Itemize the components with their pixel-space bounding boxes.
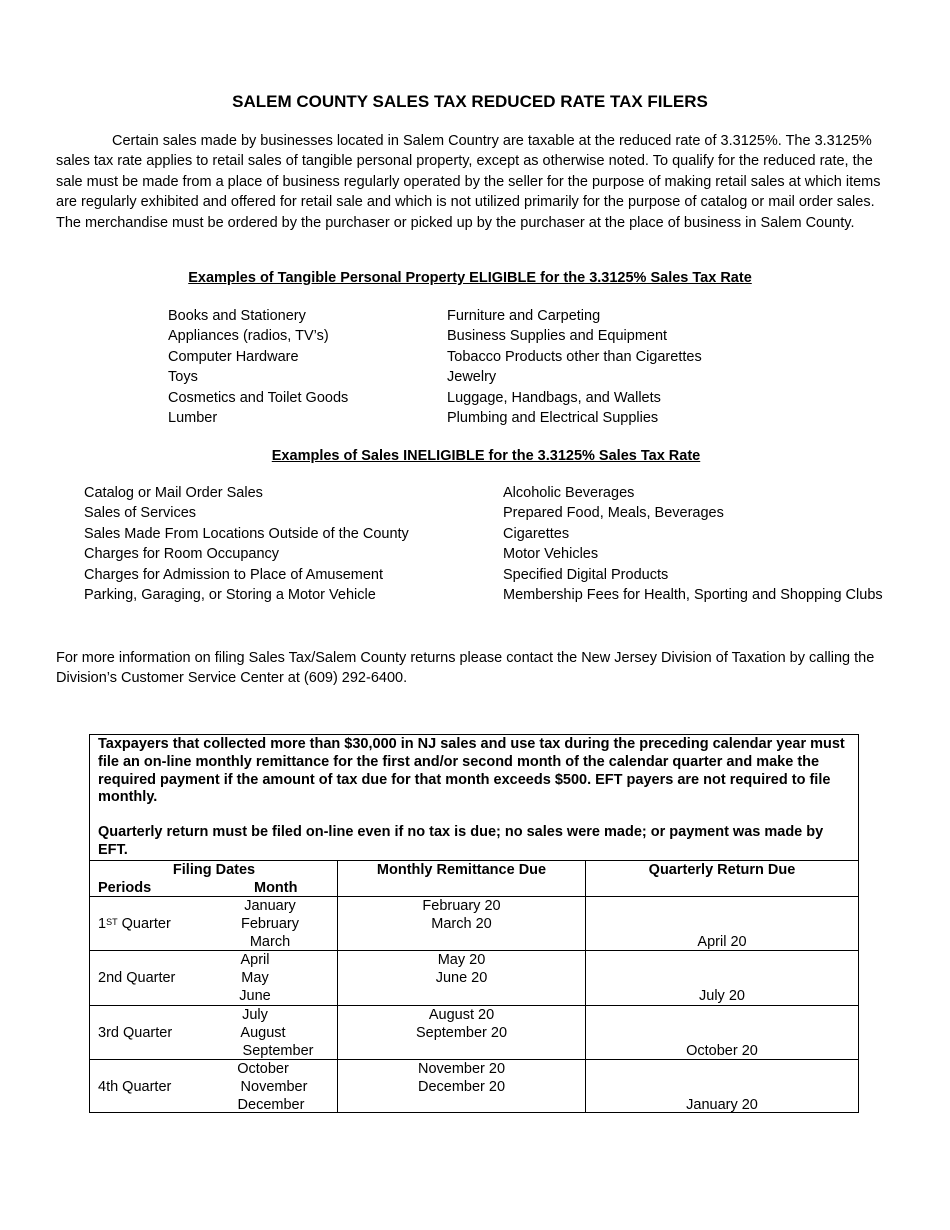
quarterly-due-cell: April 20 (697, 934, 747, 950)
quarterly-due-cell: October 20 (686, 1043, 758, 1059)
ineligible-list-left (84, 483, 409, 605)
monthly-due-cell: December 20 (417, 1079, 506, 1095)
month-header: Month (254, 880, 298, 896)
month-cell: December (237, 1097, 305, 1113)
list-item: Charges for Room Occupancy (84, 546, 280, 563)
list-item: Parking, Garaging, or Storing a Motor Vehicle (84, 587, 376, 604)
table-row-period: 2nd Quarter (98, 970, 176, 986)
list-item: Plumbing and Electrical Supplies (447, 410, 659, 427)
list-item: Catalog or Mail Order Sales (84, 485, 263, 501)
list-item: Lumber (168, 410, 218, 427)
list-item: Jewelry (447, 369, 497, 386)
eligible-heading: Examples of Tangible Personal Property ELIGIBLE for the 3.3125% Sales Tax Rate (188, 270, 752, 286)
list-item: Sales of Services (84, 505, 197, 522)
list-item: Prepared Food, Meals, Beverages (503, 505, 724, 522)
list-item: Membership Fees for Health, Sporting and Shopping Clubs (503, 587, 883, 604)
list-item: Sales Made From Locations Outside of the County (84, 525, 409, 542)
list-item: Cosmetics and Toilet Goods (168, 389, 349, 406)
list-item: Charges for Admission to Place of Amusement (84, 566, 384, 583)
list-item: Cigarettes (503, 525, 570, 542)
list-item: Alcoholic Beverages (503, 485, 635, 501)
monthly-due-cell: May 20 (437, 952, 486, 968)
list-item: Business Supplies and Equipment (447, 328, 668, 345)
quarterly-due-cell: July 20 (699, 988, 745, 1004)
eligible-list-left (168, 306, 348, 428)
quarterly-due-cell: January 20 (686, 1097, 758, 1113)
list-item: Motor Vehicles (503, 546, 599, 563)
contact-paragraph: For more information on filing Sales Tax/Salem County returns please contact the New Jersey Division of Taxation by calling the Division’s Customer Service Center at (609) 292-6400. (56, 650, 875, 687)
list-item: Specified Digital Products (503, 566, 669, 583)
period-number: 1 (98, 916, 107, 932)
monthly-due-cell: November 20 (417, 1061, 506, 1077)
monthly-due-cell: February 20 (422, 898, 501, 914)
table-row-period (98, 915, 171, 933)
month-cell: August (240, 1025, 286, 1041)
month-cell: May (241, 970, 269, 986)
list-item: Luggage, Handbags, and Wallets (447, 389, 661, 406)
month-cell: March (249, 934, 291, 950)
month-cell: November (240, 1079, 308, 1095)
ineligible-list-right (503, 483, 883, 605)
month-cell: October (237, 1061, 289, 1077)
eligible-list-right (447, 306, 702, 428)
period-ordinal: ST (106, 917, 118, 927)
quarterly-return-header: Quarterly Return Due (648, 862, 796, 878)
monthly-due-cell: September 20 (415, 1025, 508, 1041)
table-row-period: 3rd Quarter (98, 1025, 173, 1041)
quarterly-filing-notice: Quarterly return must be filed on-line even if no tax is due; no sales were made; or payment was made by EFT. (98, 824, 824, 858)
periods-header: Periods (98, 880, 152, 896)
month-cell: June (239, 988, 271, 1004)
list-item: Tobacco Products other than Cigarettes (447, 348, 702, 365)
list-item: Books and Stationery (168, 308, 306, 324)
intro-paragraph (56, 131, 891, 233)
monthly-remittance-header: Monthly Remittance Due (376, 862, 547, 878)
list-item: Toys (168, 369, 198, 386)
list-item: Appliances (radios, TV’s) (168, 328, 329, 345)
table-row-period: 4th Quarter (98, 1079, 172, 1095)
monthly-filing-notice: Taxpayers that collected more than $30,000 in NJ sales and use tax during the preceding calendar year must file an on-line monthly remittance for the first and/or second month of the calendar quarter and make the required payment if the amount of tax due for that month exceeds $500. EFT payers are not required to file monthly. (98, 736, 845, 806)
page-title: SALEM COUNTY SALES TAX REDUCED RATE TAX FILERS (232, 92, 708, 111)
monthly-due-cell: August 20 (428, 1007, 495, 1023)
list-item: Furniture and Carpeting (447, 308, 601, 324)
intro-text: Certain sales made by businesses located in Salem Country are taxable at the reduced rate of 3.3125%. The 3.3125% sales tax rate applies to retail sales of tangible personal property, except as otherwise noted. To qualify for the reduced rate, the sale must be made from a place of business regularly operated by the seller for the purpose of making retail sales at which items are regularly exhibited and offered for retail sale and which is not utilized primarily for the purpose of catalog or mail order sales. The merchandise must be ordered by the purchaser or picked up by the purchaser at the place of business in Salem County. (56, 133, 881, 231)
list-item: Computer Hardware (168, 348, 299, 365)
month-cell: July (242, 1007, 268, 1023)
monthly-due-cell: March 20 (431, 916, 492, 932)
filing-dates-header: Filing Dates (172, 862, 256, 878)
month-cell: April (240, 952, 270, 968)
ineligible-heading: Examples of Sales INELIGIBLE for the 3.3125% Sales Tax Rate (271, 448, 701, 464)
period-label: Quarter (117, 916, 171, 932)
month-cell: January (244, 898, 296, 914)
monthly-due-cell: June 20 (435, 970, 488, 986)
month-cell: September (242, 1043, 314, 1059)
filing-schedule-box (89, 734, 859, 1113)
month-cell: February (240, 916, 300, 932)
